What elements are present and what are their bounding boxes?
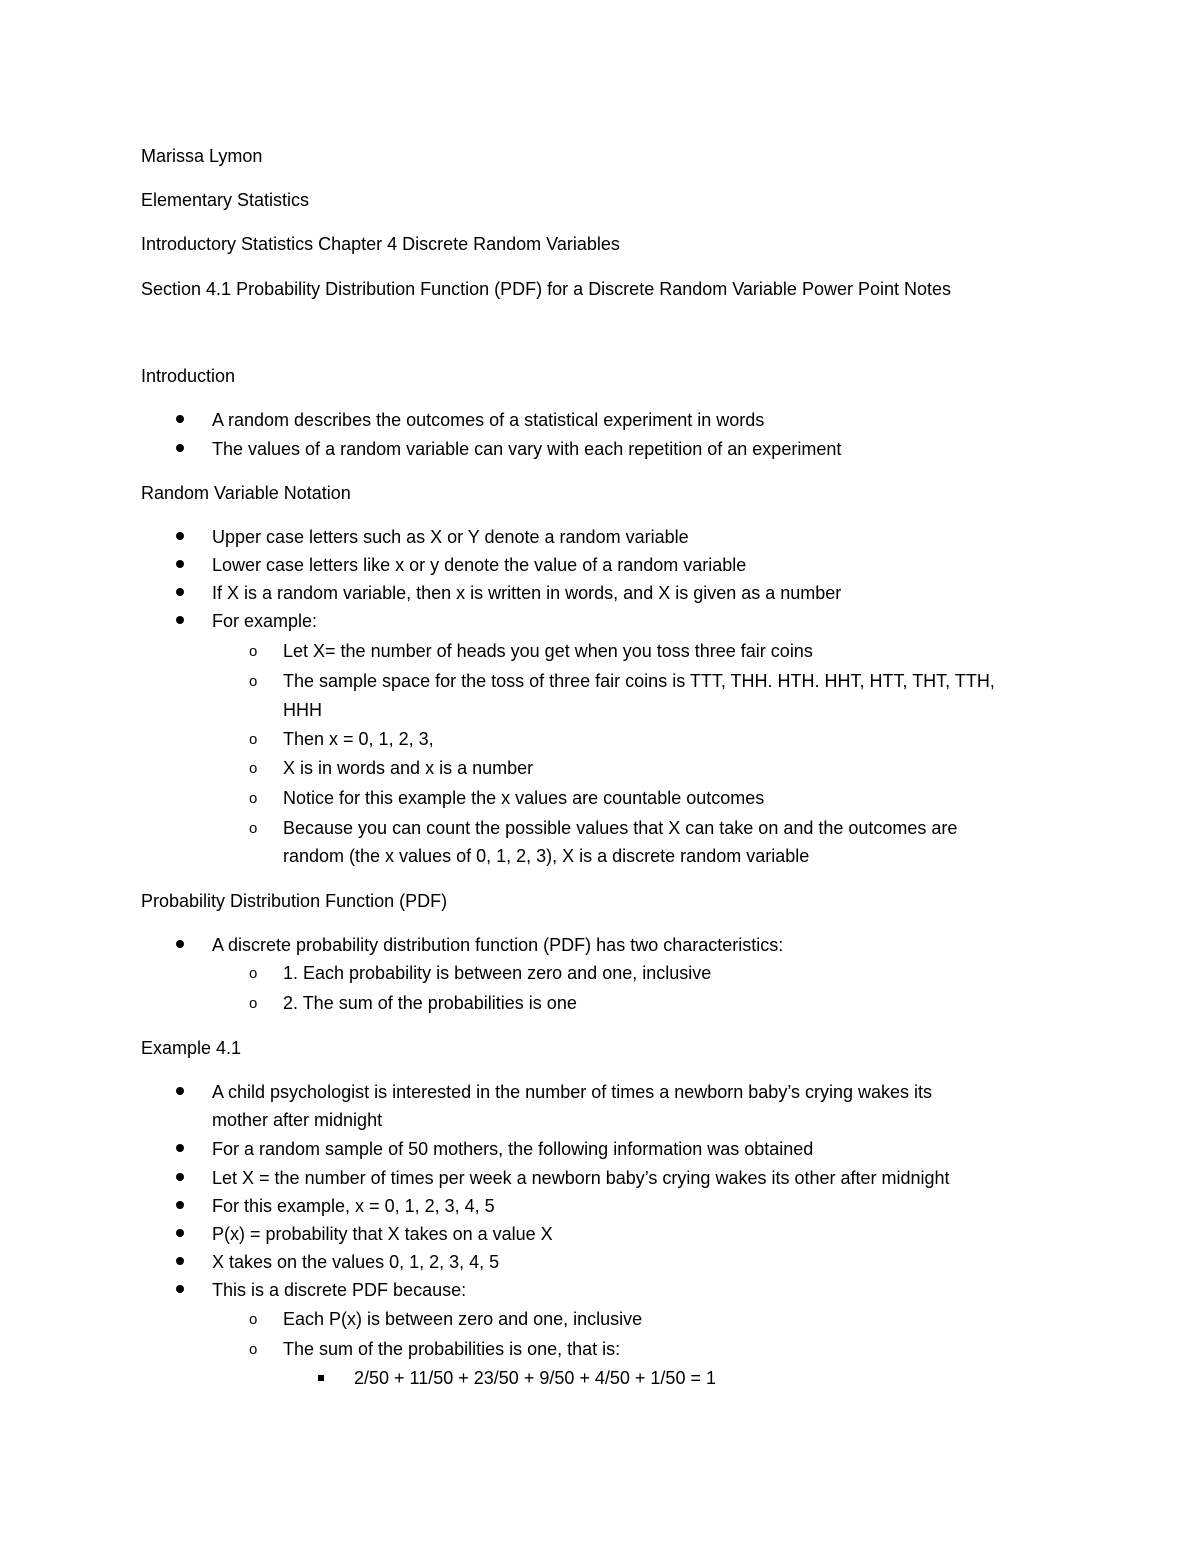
list-item: For example: xyxy=(212,611,318,631)
bullet-icon xyxy=(176,1087,184,1095)
sub-bullet-icon: o xyxy=(249,790,258,807)
bullet-icon xyxy=(176,1173,184,1181)
bullet-icon xyxy=(176,532,184,540)
list-item: For a random sample of 50 mothers, the following information was obtained xyxy=(212,1139,814,1159)
notation-heading: Random Variable Notation xyxy=(141,483,351,503)
list-item: This is a discrete PDF because: xyxy=(212,1280,467,1300)
sub-list-item: The sample space for the toss of three fair coins is TTT, THH. HTH. HHT, HTT, THT, TTH, xyxy=(283,671,995,691)
sub-list-item: Each P(x) is between zero and one, inclusive xyxy=(283,1309,643,1329)
sub-bullet-icon: o xyxy=(249,1311,258,1328)
bullet-icon xyxy=(176,616,184,624)
author-name: Marissa Lymon xyxy=(141,146,263,166)
course-name: Elementary Statistics xyxy=(141,190,310,210)
square-bullet-icon xyxy=(318,1375,324,1381)
list-item: The values of a random variable can vary with each repetition of an experiment xyxy=(212,439,842,459)
bullet-icon xyxy=(176,1257,184,1265)
sub-bullet-icon: o xyxy=(249,643,258,660)
sub-list-item: X is in words and x is a number xyxy=(283,758,534,778)
list-item: Upper case letters such as X or Y denote a random variable xyxy=(212,527,689,547)
section-title: Section 4.1 Probability Distribution Function (PDF) for a Discrete Random Variable Power Point Notes xyxy=(141,279,952,299)
sub-bullet-icon: o xyxy=(249,1341,258,1358)
sub-list-item-continued: random (the x values of 0, 1, 2, 3), X is a discrete random variable xyxy=(283,846,810,866)
bullet-icon xyxy=(176,444,184,452)
bullet-icon xyxy=(176,1201,184,1209)
list-item: P(x) = probability that X takes on a value X xyxy=(212,1224,553,1244)
bullet-icon xyxy=(176,1285,184,1293)
sub-bullet-icon: o xyxy=(249,760,258,777)
sub-bullet-icon: o xyxy=(249,820,258,837)
sub-bullet-icon: o xyxy=(249,965,258,982)
list-item: Lower case letters like x or y denote the value of a random variable xyxy=(212,555,747,575)
sub-bullet-icon: o xyxy=(249,731,258,748)
sub-list-item-continued: HHH xyxy=(283,700,322,720)
list-item: For this example, x = 0, 1, 2, 3, 4, 5 xyxy=(212,1196,495,1216)
sub-list-item: Then x = 0, 1, 2, 3, xyxy=(283,729,434,749)
pdf-heading: Probability Distribution Function (PDF) xyxy=(141,891,448,911)
sub-list-item: Notice for this example the x values are countable outcomes xyxy=(283,788,765,808)
sub-list-item: 2. The sum of the probabilities is one xyxy=(283,993,577,1013)
bullet-icon xyxy=(176,940,184,948)
sub-sub-list-item: 2/50 + 11/50 + 23/50 + 9/50 + 4/50 + 1/50 = 1 xyxy=(354,1368,716,1388)
list-item: X takes on the values 0, 1, 2, 3, 4, 5 xyxy=(212,1252,500,1272)
chapter-title: Introductory Statistics Chapter 4 Discrete Random Variables xyxy=(141,234,620,254)
sub-list-item: 1. Each probability is between zero and one, inclusive xyxy=(283,963,712,983)
bullet-icon xyxy=(176,1229,184,1237)
list-item: A discrete probability distribution function (PDF) has two characteristics: xyxy=(212,935,784,955)
bullet-icon xyxy=(176,1144,184,1152)
sub-bullet-icon: o xyxy=(249,673,258,690)
sub-bullet-icon: o xyxy=(249,995,258,1012)
sub-list-item: The sum of the probabilities is one, that is: xyxy=(283,1339,621,1359)
bullet-icon xyxy=(176,415,184,423)
bullet-icon xyxy=(176,560,184,568)
example-heading: Example 4.1 xyxy=(141,1038,242,1058)
list-item: Let X = the number of times per week a newborn baby’s crying wakes its other after midnight xyxy=(212,1168,950,1188)
list-item: A random describes the outcomes of a statistical experiment in words xyxy=(212,410,765,430)
introduction-heading: Introduction xyxy=(141,366,236,386)
sub-list-item: Because you can count the possible values that X can take on and the outcomes are xyxy=(283,818,958,838)
list-item: A child psychologist is interested in the number of times a newborn baby’s crying wakes its xyxy=(212,1082,933,1102)
list-item: If X is a random variable, then x is written in words, and X is given as a number xyxy=(212,583,842,603)
bullet-icon xyxy=(176,588,184,596)
sub-list-item: Let X= the number of heads you get when you toss three fair coins xyxy=(283,641,813,661)
list-item-continued: mother after midnight xyxy=(212,1110,383,1130)
